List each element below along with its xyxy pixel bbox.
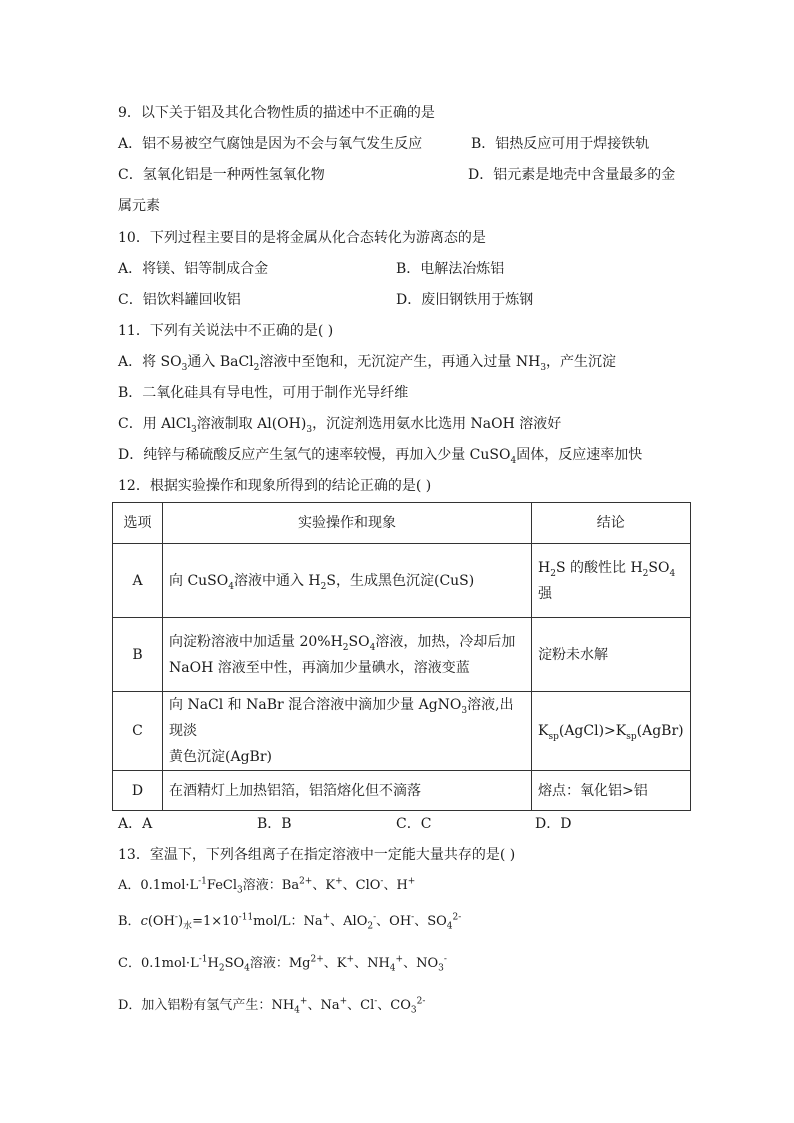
q13-option-d: D．加入铝粉有氢气产生：$NH_4^+$、Na+、Cl-、$CO_3^{2-}$: [118, 996, 426, 1016]
q10-option-a: A．将镁、铝等制成合金: [118, 261, 269, 277]
q10-option-b: B．电解法冶炼铝: [396, 261, 505, 277]
q11-option-a: A．将 $SO_3$通入 BaCl$_2$溶液中至饱和，无沉淀产生，再通入过量 $NH_3$，产生沉淀: [118, 354, 617, 373]
q12-choice-c: C．C: [396, 816, 432, 832]
q11-option-c: C．用 AlCl$_3$溶液制取 $Al(OH)_3$，沉淀剂选用氨水比选用 NaOH 溶液好: [118, 416, 562, 435]
question-10-stem: 10．下列过程主要目的是将金属从化合态转化为游离态的是: [118, 230, 486, 246]
table-row: D 在酒精灯上加热铝箔，铝箔熔化但不滴落 熔点：氧化铝>铝: [113, 771, 691, 811]
table-row: A 向 CuSO$_4$溶液中通入 $H_2S$，生成黑色沉淀(CuS) $H_2S$ 的酸性比 $H_2SO_4$ 强: [113, 544, 691, 618]
q13-option-a: A．$0.1mol\cdot L^{-1}FeCl_3$溶液：$Ba^{2+}$、K+、ClO-、H+: [118, 876, 416, 896]
q9-option-b: B．铝热反应可用于焊接铁轨: [471, 136, 650, 152]
q12-choice-b: B．B: [257, 816, 292, 832]
header-operation: 实验操作和现象: [163, 503, 532, 544]
q9-option-c: C．氢氧化铝是一种两性氢氧化物: [118, 167, 325, 183]
question-11-stem: 11．下列有关说法中不正确的是( ): [118, 323, 334, 339]
q9-option-d-continued: 属元素: [118, 198, 160, 214]
q9-option-a: A．铝不易被空气腐蚀是因为不会与氧气发生反应: [118, 136, 423, 152]
header-option: 选项: [113, 503, 163, 544]
q11-option-b: B．二氧化硅具有导电性，可用于制作光导纤维: [118, 385, 409, 401]
question-12-stem: 12．根据实验操作和现象所得到的结论正确的是( ): [118, 478, 432, 494]
table-header-row: [113, 503, 691, 544]
question-9-stem: 9．以下关于铝及其化合物性质的描述中不正确的是: [118, 105, 435, 121]
q12-choice-a: A．A: [118, 816, 153, 832]
q13-option-c: C．$0.1mol\cdot L^{-1}H_2SO_4$溶液：$Mg^{2+}$、K+、$NH_4^+$、$NO_3^-$: [118, 954, 447, 974]
experiment-table: [112, 502, 691, 811]
q11-option-d: D．纯锌与稀硫酸反应产生氢气的速率较慢，再加入少量 CuSO$_4$固体，反应速率加快: [118, 447, 643, 466]
q10-option-d: D．废旧钢铁用于炼钢: [396, 292, 534, 308]
table-row: C 向 NaCl 和 NaBr 混合溶液中滴加少量 AgNO$_3$溶液,出现淡 黄色沉淀(AgBr) $K_{sp}(AgCl)>K_{sp}(AgBr)$: [113, 692, 691, 771]
header-conclusion: 结论: [532, 503, 691, 544]
q13-option-b: B．$c(OH^-)_水=1\times 10^{-11}mol/L$：Na+、AlO$_2$-、OH-、$SO_4^{2-}$: [118, 912, 462, 932]
question-13-stem: 13．室温下，下列各组离子在指定溶液中一定能大量共存的是( ): [118, 847, 516, 863]
q9-option-d: D．铝元素是地壳中含量最多的金: [468, 167, 676, 183]
q10-option-c: C．铝饮料罐回收铝: [118, 292, 241, 308]
q12-choice-d: D．D: [535, 816, 572, 832]
table-row: B 向淀粉溶液中加适量 $20\%H_2SO_4$溶液，加热，冷却后加 NaOH 溶液至中性，再滴加少量碘水，溶液变蓝 淀粉未水解: [113, 618, 691, 692]
